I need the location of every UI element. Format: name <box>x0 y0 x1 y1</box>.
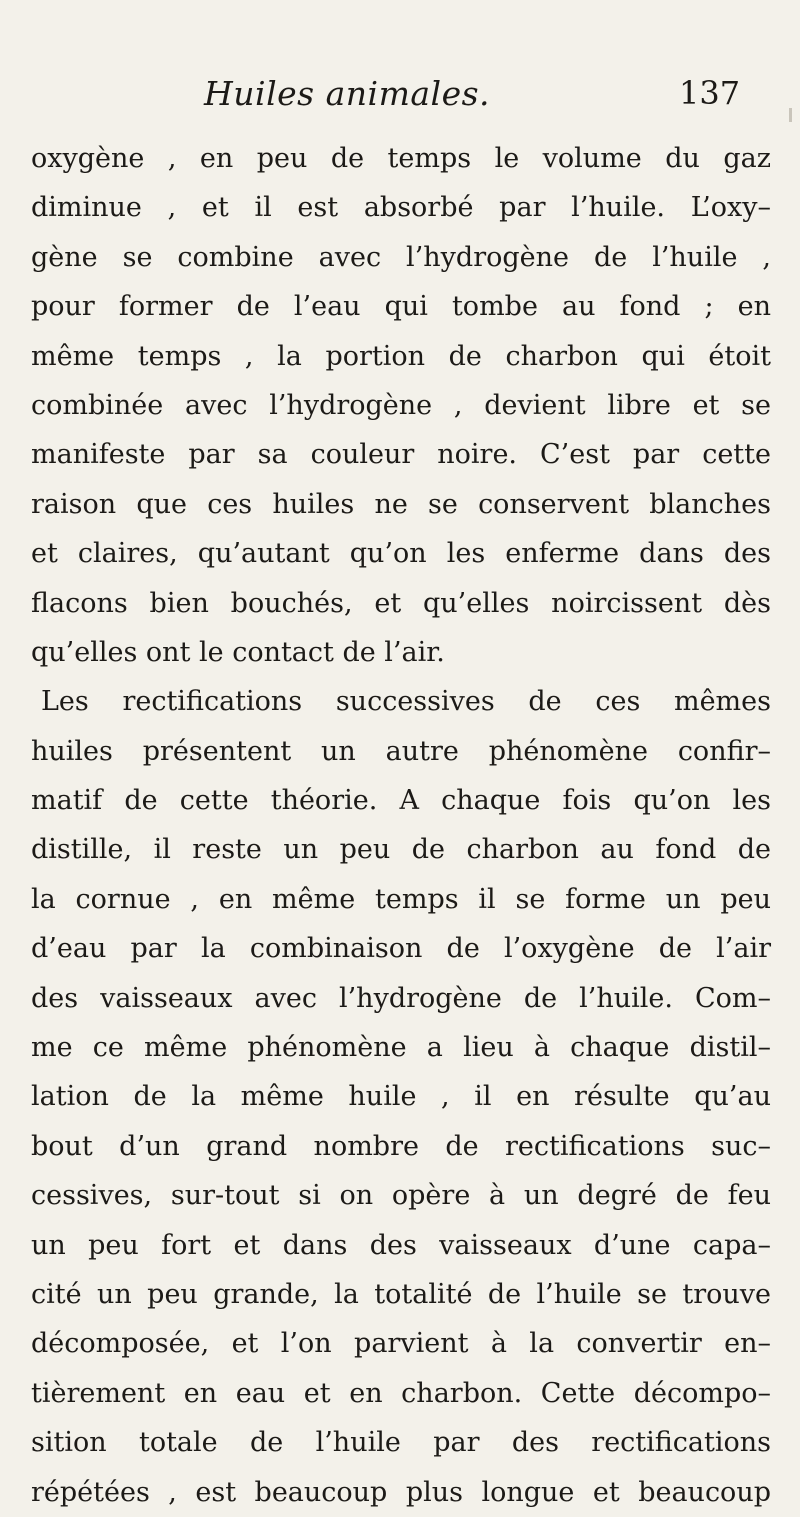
text-line: diminue , et il est absorbé par l’huile. L’oxy– <box>31 192 771 224</box>
text-line: d’eau par la combinaison de l’oxygène de l’air <box>31 933 771 965</box>
text-line: la cornue , en même temps il se forme un peu <box>31 883 771 915</box>
running-head <box>0 74 800 124</box>
text-line: cité un peu grande, la totalité de l’huile se trouve <box>31 1278 771 1310</box>
text-line: matif de cette théorie. A chaque fois qu’on les <box>31 785 771 817</box>
text-line: répétées , est beaucoup plus longue et beaucoup <box>31 1476 771 1508</box>
text-line: décomposée, et l’on parvient à la convertir en– <box>31 1328 771 1360</box>
text-line: raison que ces huiles ne se conservent blanches <box>31 488 771 520</box>
text-line: gène se combine avec l’hydrogène de l’huile , <box>31 241 771 273</box>
text-line: bout d’un grand nombre de rectifications suc– <box>31 1130 771 1162</box>
text-line-paragraph-start: Les rectifications successives de ces mêmes <box>41 686 771 718</box>
text-line: flacons bien bouchés, et qu’elles noircissent dès <box>31 587 771 619</box>
page-edge-mark <box>789 108 792 122</box>
text-line: me ce même phénomène a lieu à chaque distil– <box>31 1032 771 1064</box>
text-line: un peu fort et dans des vaisseaux d’une capa– <box>31 1229 771 1261</box>
text-line: pour former de l’eau qui tombe au fond ; en <box>31 291 771 323</box>
text-line: distille, il reste un peu de charbon au fond de <box>31 834 771 866</box>
text-line: combinée avec l’hydrogène , devient libre et se <box>31 389 771 421</box>
running-title: Huiles animales. <box>204 74 491 113</box>
text-line: manifeste par sa couleur noire. C’est par cette <box>31 439 771 471</box>
text-line: même temps , la portion de charbon qui étoit <box>31 340 771 372</box>
text-line: des vaisseaux avec l’hydrogène de l’huile. Com– <box>31 982 771 1014</box>
text-line: et claires, qu’autant qu’on les enferme dans des <box>31 538 771 570</box>
text-line: lation de la même huile , il en résulte qu’au <box>31 1081 771 1113</box>
text-line: sition totale de l’huile par des rectifications <box>31 1427 771 1459</box>
page-number: 137 <box>679 74 741 112</box>
text-line: oxygène , en peu de temps le volume du gaz <box>31 143 771 174</box>
text-line: huiles présentent un autre phénomène confir– <box>31 735 771 767</box>
text-line-paragraph-end: qu’elles ont le contact de l’air. <box>31 636 445 668</box>
body-text <box>31 134 771 1517</box>
text-line: tièrement en eau et en charbon. Cette décompo– <box>31 1377 771 1409</box>
text-line: cessives, sur-tout si on opère à un degré de feu <box>31 1180 771 1212</box>
